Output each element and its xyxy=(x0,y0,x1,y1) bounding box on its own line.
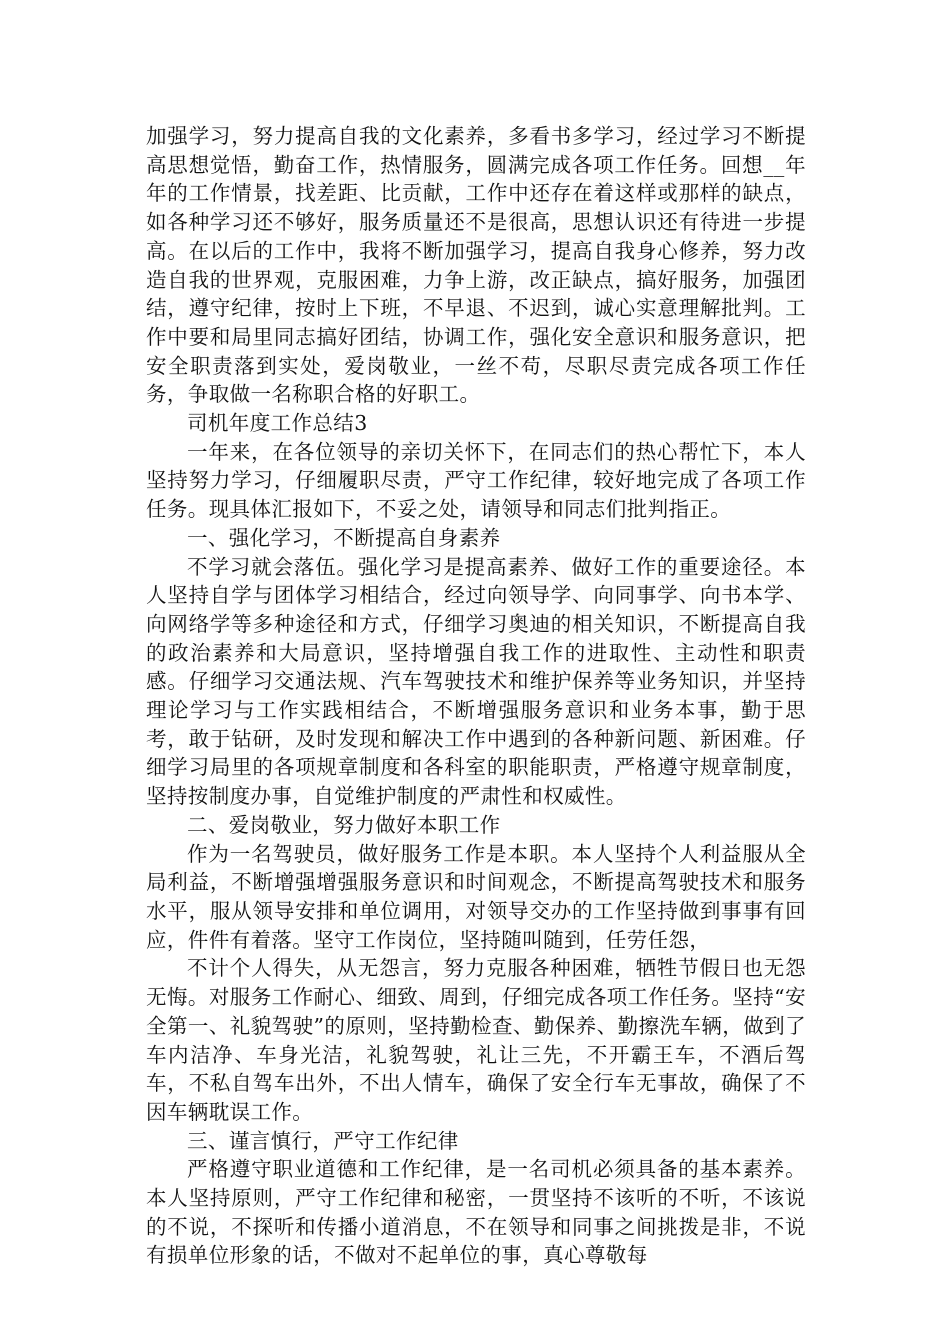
document-body xyxy=(146,122,806,1270)
section-heading-1: 一、强化学习，不断提高自身素养 xyxy=(187,525,501,550)
paragraph-study: 不学习就会落伍。强化学习是提高素养、做好工作的重要途径。本人坚持自学与团体学习相结合，经过向领导学、向同事学、向书本学、向网络学等多种途径和方式，仔细学习奥迪的相关知识，不断提高自我的政治素养和大局意识，坚持增强自我工作的进取性、主动性和职责感。仔细学习交通法规、汽车驾驶技术和维护保养等业务知识，并坚持理论学习与工作实践相结合，不断增强服务意识和业务本事，勤于思考，敢于钻研，及时发现和解决工作中遇到的各种新问题、新困难。仔细学习局里的各项规章制度和各科室的职能职责，严格遵守规章制度，坚持按制度办事，自觉维护制度的严肃性和权威性。 xyxy=(146,554,806,809)
section-title: 司机年度工作总结3 xyxy=(187,411,368,436)
paragraph-duty: 作为一名驾驶员，做好服务工作是本职。本人坚持个人利益服从全局利益，不断增强增强服务意识和时间观念，不断提高驾驶技术和服务水平，服从领导安排和单位调用，对领导交办的工作坚持做到事事有回应，件件有着落。坚守工作岗位，坚持随叫随到，任劳任怨， xyxy=(146,841,806,952)
section-heading-3: 三、谨言慎行，严守工作纪律 xyxy=(187,1128,459,1153)
paragraph-continuation: 加强学习，努力提高自我的文化素养，多看书多学习，经过学习不断提高思想觉悟，勤奋工作，热情服务，圆满完成各项工作任务。回想__年年的工作情景，找差距、比贡献，工作中还存在着这样或那样的缺点，如各种学习还不够好，服务质量还不是很高，思想认识还有待进一步提高。在以后的工作中，我将不断加强学习，提高自我身心修养，努力改造自我的世界观，克服困难，力争上游，改正缺点，搞好服务，加强团结，遵守纪律，按时上下班，不早退、不迟到，诚心实意理解批判。工作中要和局里同志搞好团结，协调工作，强化安全意识和服务意识，把安全职责落到实处，爱岗敬业，一丝不苟，尽职尽责完成各项工作任务，争取做一名称职合格的好职工。 xyxy=(146,124,806,407)
paragraph-dedication: 不计个人得失，从无怨言，努力克服各种困难，牺牲节假日也无怨无悔。对服务工作耐心、细致、周到，仔细完成各项工作任务。坚持“安全第一、礼貌驾驶”的原则，坚持勤检查、勤保养、勤擦洗车辆，做到了车内洁净、车身光洁，礼貌驾驶，礼让三先，不开霸王车，不酒后驾车，不私自驾车出外，不出人情车，确保了安全行车无事故，确保了不因车辆耽误工作。 xyxy=(146,956,806,1124)
paragraph-intro: 一年来，在各位领导的亲切关怀下，在同志们的热心帮忙下，本人坚持努力学习，仔细履职尽责，严守工作纪律，较好地完成了各项工作任务。现具体汇报如下，不妥之处，请领导和同志们批判指正。 xyxy=(146,439,806,522)
section-heading-2: 二、爱岗敬业，努力做好本职工作 xyxy=(187,812,501,837)
paragraph-discipline: 严格遵守职业道德和工作纪律，是一名司机必须具备的基本素养。本人坚持原则，严守工作纪律和秘密，一贯坚持不该听的不听，不该说的不说，不探听和传播小道消息，不在领导和同事之间挑拨是非，不说有损单位形象的话，不做对不起单位的事，真心尊敬每 xyxy=(146,1157,806,1268)
